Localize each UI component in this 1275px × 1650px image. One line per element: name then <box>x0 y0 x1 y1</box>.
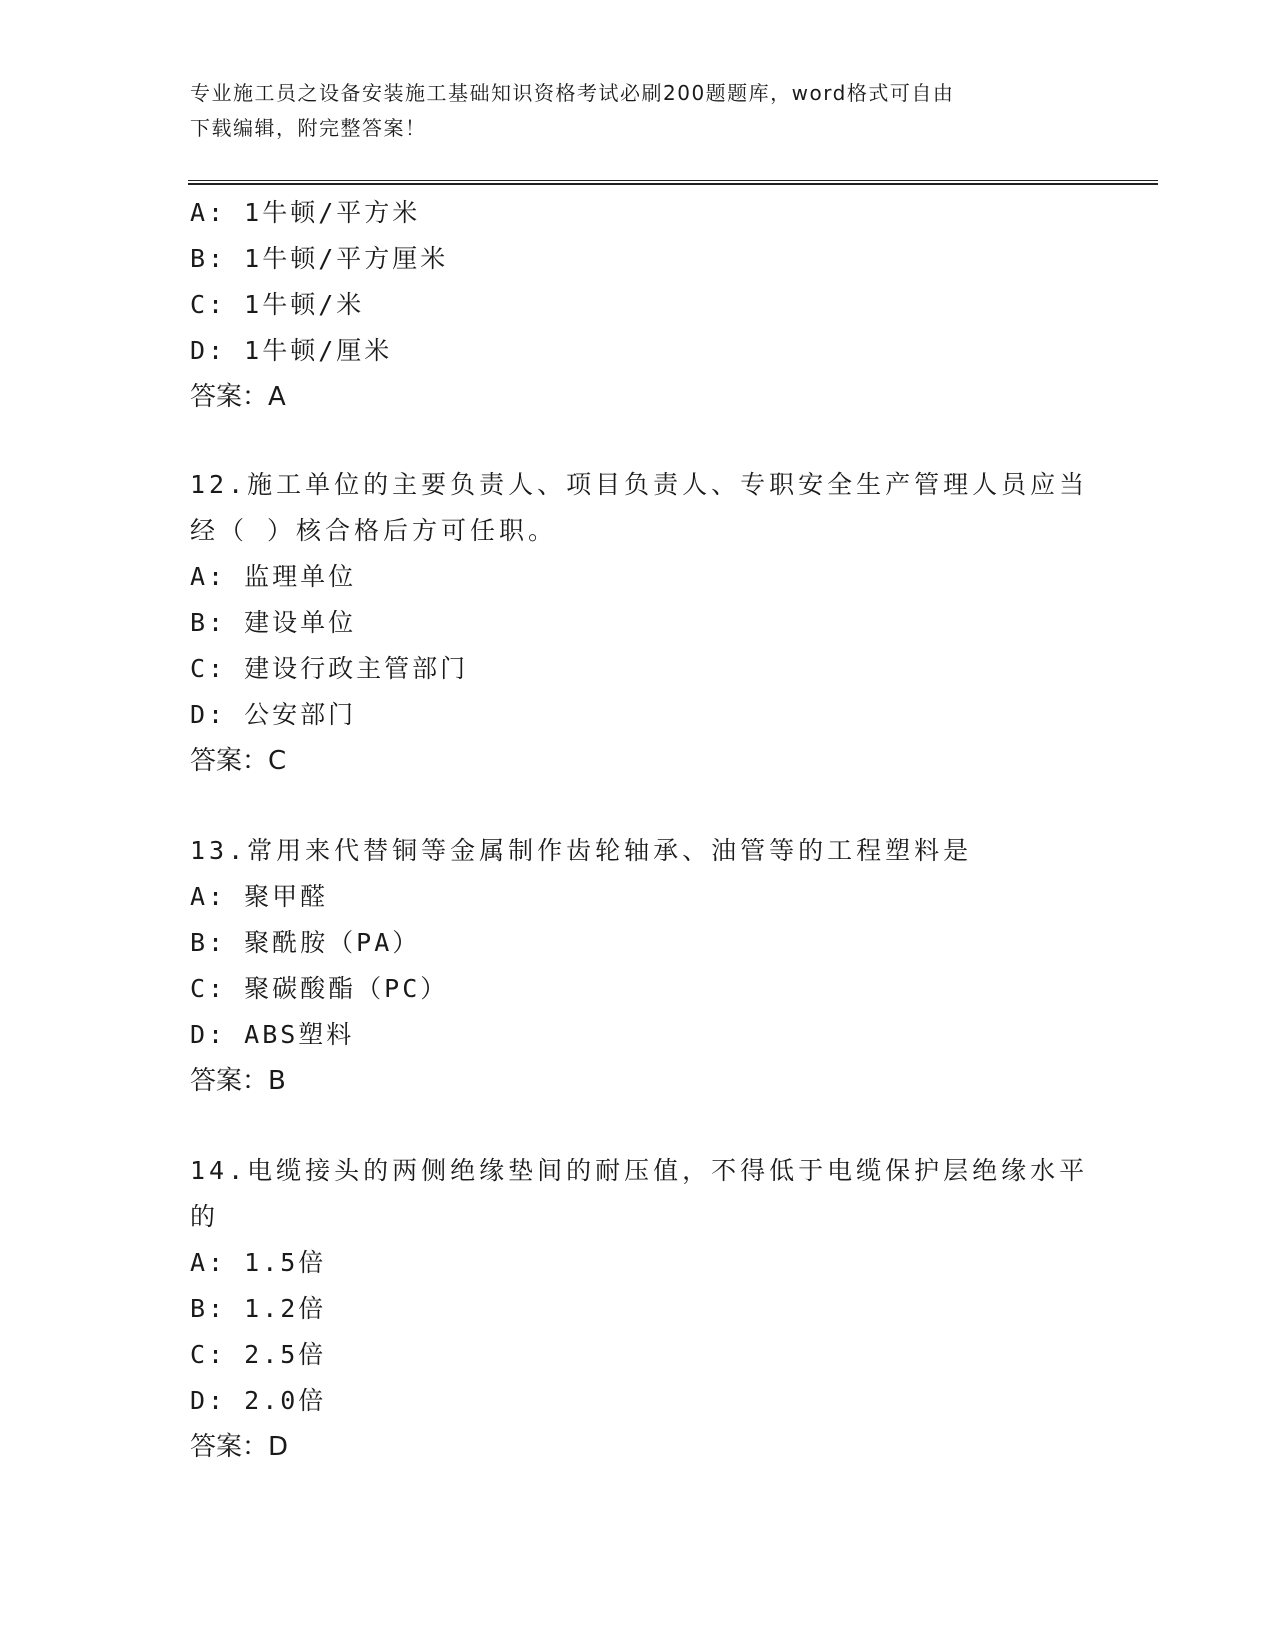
header-divider <box>188 180 1158 185</box>
option-a: A: 聚甲醛 <box>190 882 329 911</box>
option-d: D: ABS塑料 <box>190 1020 355 1049</box>
header-line-1: 专业施工员之设备安装施工基础知识资格考试必刷200题题库，word格式可自由 <box>190 81 955 105</box>
answer-line: 答案：B <box>190 1066 286 1096</box>
option-b: B: 1牛顿/平方厘米 <box>190 244 449 273</box>
answer-line: 答案：D <box>190 1432 289 1462</box>
option-c: C: 建设行政主管部门 <box>190 654 469 683</box>
option-b: B: 聚酰胺（PA） <box>190 928 421 957</box>
option-a: A: 监理单位 <box>190 562 357 591</box>
header-line-2: 下载编辑，附完整答案！ <box>190 116 427 140</box>
option-a: A: 1.5倍 <box>190 1248 327 1277</box>
previous-question-options <box>190 190 1090 420</box>
question-text-line-1: 13.常用来代替铜等金属制作齿轮轴承、油管等的工程塑料是 <box>190 836 973 865</box>
question-text-line-1: 14.电缆接头的两侧绝缘垫间的耐压值，不得低于电缆保护层绝缘水平 <box>190 1156 1089 1185</box>
question-12 <box>190 462 1090 784</box>
answer-line: 答案：A <box>190 382 286 412</box>
question-13 <box>190 828 1090 1104</box>
option-b: B: 建设单位 <box>190 608 357 637</box>
option-c: C: 1牛顿/米 <box>190 290 365 319</box>
option-b: B: 1.2倍 <box>190 1294 327 1323</box>
question-14 <box>190 1148 1090 1470</box>
option-c: C: 聚碳酸酯（PC） <box>190 974 449 1003</box>
answer-line: 答案：C <box>190 746 287 776</box>
question-text-line-2: 的 <box>190 1202 220 1231</box>
option-c: C: 2.5倍 <box>190 1340 327 1369</box>
option-d: D: 1牛顿/厘米 <box>190 336 393 365</box>
document-header <box>190 76 1070 146</box>
question-text-line-1: 12.施工单位的主要负责人、项目负责人、专职安全生产管理人员应当 <box>190 470 1089 499</box>
option-d: D: 公安部门 <box>190 700 357 729</box>
question-text-line-2: 经（ ）核合格后方可任职。 <box>190 516 558 545</box>
option-d: D: 2.0倍 <box>190 1386 327 1415</box>
option-a: A: 1牛顿/平方米 <box>190 198 421 227</box>
